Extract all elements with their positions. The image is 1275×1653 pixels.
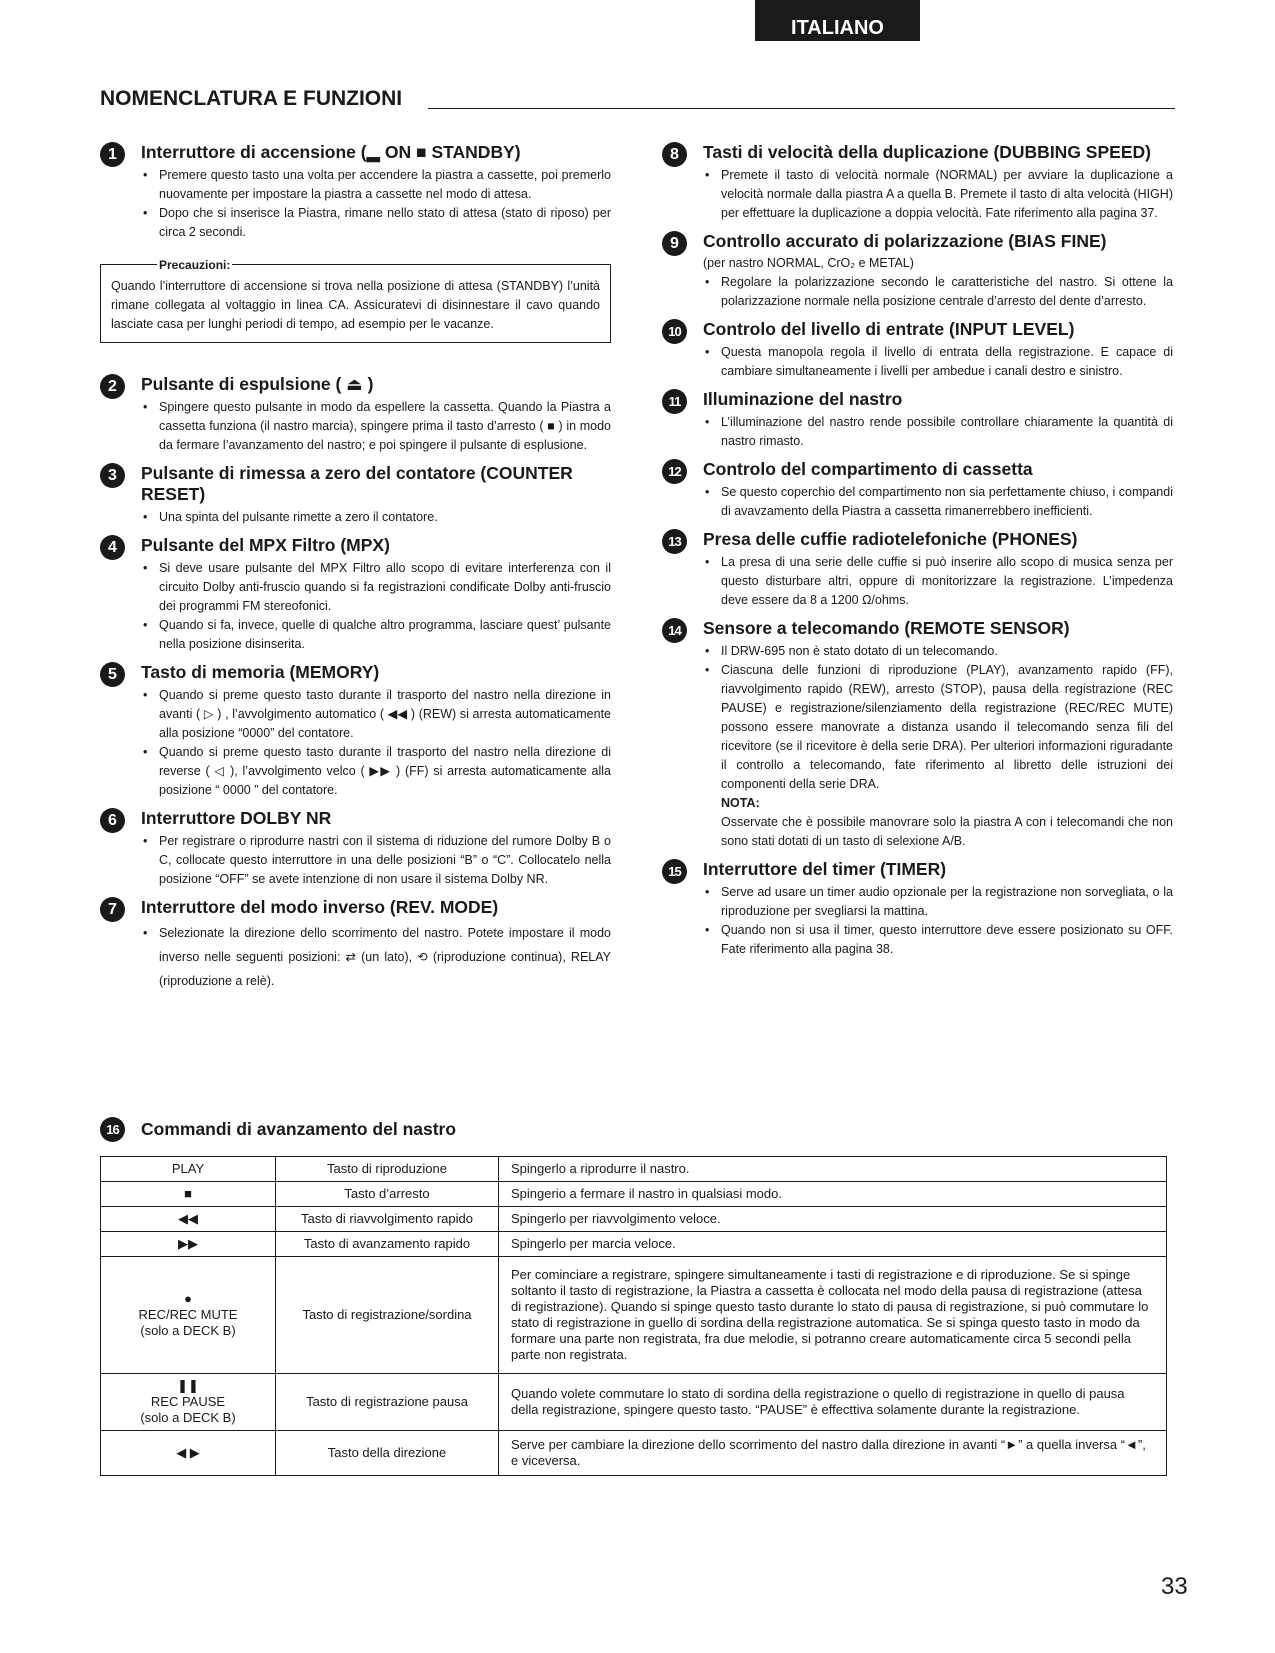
item-heading: Tasti di velocità della duplicazione (DUBBING SPEED) [703,142,1151,162]
item-3 [100,463,611,527]
table-row [101,1157,1167,1182]
bullet: • Questa manopola regola il livello di entrata della registrazione. E capace di cambiare simultaneamente i livelli per ambedue i canali destro e sinistro. [703,343,1173,381]
item-heading: Interruttore del timer (TIMER) [703,859,947,879]
table-cell-desc: Spingerlo a riprodurre il nastro. [499,1157,1167,1182]
key-label: REC/REC MUTE [138,1307,238,1322]
page-number: 33 [1161,1573,1188,1600]
table-cell-desc: Serve per cambiare la direzione dello scorrimento del nastro dalla direzione in avanti “►” a quella inversa “◄”, e viceversa. [499,1431,1167,1476]
record-icon: ● [184,1291,192,1306]
transport-controls-table [100,1156,1167,1476]
item-13 [662,529,1173,610]
table-cell-name: Tasto della direzione [276,1431,499,1476]
bullet: • La presa di una serie delle cuffie si può inserire allo scopo di musica senza per questo disturbare altri, oppure di monitorizzare la registrazione. L’impedenza deve essere da 8 a 1200 Ω/ohms. [703,553,1173,610]
table-cell-key [101,1257,276,1374]
item-10 [662,319,1173,381]
table-cell-name: Tasto di avanzamento rapido [276,1232,499,1257]
item-number: 8 [662,142,687,167]
bullet: • Quando non si usa il timer, questo interruttore deve essere posizionato su OFF. Fate riferimento alla pagina 38. [703,921,1173,959]
item-number: 9 [662,231,687,256]
item-9 [662,231,1173,311]
item-8 [662,142,1173,223]
item-7 [100,897,611,993]
left-column [100,140,611,1001]
key-note: (solo a DECK B) [140,1323,236,1338]
table-cell-key [101,1374,276,1431]
item-11 [662,389,1173,451]
language-tab: ITALIANO [755,0,920,41]
table-cell-desc: Quando volete commutare lo stato di sordina della registrazione o quello di registrazione in quello di pausa della registrazione, spingere questo tasto. “PAUSE” è effecttiva solamente durante la registrazione. [499,1374,1167,1431]
item-number: 6 [100,808,125,833]
bullet: • Premere questo tasto una volta per accendere la piastra a cassette, poi premerlo nuovamente per impostare la piastra a cassette nel modo di attesa. [141,166,611,204]
item-15 [662,859,1173,959]
bullet: • Ciascuna delle funzioni di riproduzione (PLAY), avanzamento rapido (FF), riavvolgimento rapido (REW), arresto (STOP), pausa della registrazione (REC PAUSE) e registrazione/silenziamento della registrazione (REC/REC MUTE) possono essere manovrate a distanza usando il telecomando senza fili del ricevitore (se il ricevitore è della serie DRA). Per ulteriori informazioni riguradante il controllo a telecomando, fate riferimento al libretto delle istruzioni dei componenti della serie DRA. [703,661,1173,794]
item-subtitle: (per nastro NORMAL, CrO₂ e METAL) [703,256,914,270]
table-cell-desc: Spingerlo per riavvolgimento veloce. [499,1207,1167,1232]
table-row [101,1431,1167,1476]
table-cell-desc: Spingerlo per marcia veloce. [499,1232,1167,1257]
bullet: • Quando si fa, invece, quelle di qualche altro programma, lasciare quest’ pulsante nella posizione disinserita. [141,616,611,654]
item-heading: Controlo del livello di entrate (INPUT LEVEL) [703,319,1075,339]
item-heading: Controlo del compartimento di cassetta [703,459,1033,479]
item-heading: Pulsante di espulsione ( ⏏ ) [141,374,374,394]
bullet: • Per registrare o riprodurre nastri con il sistema di riduzione del rumore Dolby B o C, collocate questo interruttore in una delle posizioni “B” o “C”. Collocatelo nella posizione “OFF” se avete intenzione di non usare il sistema Dolby NR. [141,832,611,889]
item-heading: Illuminazione del nastro [703,389,903,409]
item-number: 5 [100,662,125,687]
table-cell-key: ▶▶ [101,1232,276,1257]
table-cell-key: ■ [101,1182,276,1207]
item-heading: Tasto di memoria (MEMORY) [141,662,380,682]
table-row [101,1182,1167,1207]
bullet: • Dopo che si inserisce la Piastra, rimane nello stato di attesa (stato di riposo) per circa 2 secondi. [141,204,611,242]
table-cell-name: Tasto d’arresto [276,1182,499,1207]
item-4 [100,535,611,654]
table-row [101,1232,1167,1257]
item-number: 13 [662,529,687,554]
item-number: 2 [100,374,125,399]
bullet: • Quando si preme questo tasto durante il trasporto del nastro nella direzione di reverse ( ◁ ), l’avvolgimento velco ( ▶▶ ) (FF) si arresta automaticamente alla posizione “ 0000 ” del contatore. [141,743,611,800]
table-cell-key: PLAY [101,1157,276,1182]
bullet: • Premete il tasto di velocità normale (NORMAL) per avviare la duplicazione a velocità normale dalla piastra A a quella B. Premete il tasto di alta velocità (HIGH) per effettuare la duplicazione a doppia velocità. Fate riferimento alla pagina 37. [703,166,1173,223]
item-heading: Interruttore del modo inverso (REV. MODE) [141,897,499,917]
table-row [101,1257,1167,1374]
bullet: • L’illuminazione del nastro rende possibile controllare chiaramente la quantità di nastro rimasto. [703,413,1173,451]
table-cell-name: Tasto di registrazione pausa [276,1374,499,1431]
bullet: • Il DRW-695 non è stato dotato di un telecomando. [703,642,1173,661]
title-rule [428,108,1175,109]
item-2 [100,374,611,455]
bullet: • Quando si preme questo tasto durante il trasporto del nastro nella direzione in avanti ( ▷ ) , l’avvolgimento automatico ( ◀◀ ) (REW) si arresta automaticamente alla posizione “0000” del contatore. [141,686,611,743]
item-number: 12 [662,459,687,484]
caution-box [100,258,611,343]
note-text: Osservate che è possibile manovrare solo la piastra A con i telecomandi che non sono stati dotati di un tasto di selexione A/B. [721,815,1173,848]
key-note: (solo a DECK B) [140,1410,236,1425]
item-heading: Controllo accurato di polarizzazione (BIAS FINE) [703,231,1107,251]
table-cell-name: Tasto di riproduzione [276,1157,499,1182]
table-cell-desc: Spingerio a fermare il nastro in qualsiasi modo. [499,1182,1167,1207]
table-cell-name: Tasto di riavvolgimento rapido [276,1207,499,1232]
item-number: 14 [662,618,687,643]
item-1 [100,142,611,242]
table-cell-desc: Per cominciare a registrare, spingere simultaneamente i tasti di registrazione e di riproduzione. Se si spinge soltanto il tasto di registrazione, la Piastra a cassetta è collocata nel modo della pausa di registrazione (attesa di registrazione). Quando si spinge questo tasto durante lo stato di pausa di registrazione, si può commutare lo stato di registrazione in guello di sordina della registrazione automatica. Se si spinga questo tasto in modo da formare una parte non registrata, fra due melodie, si potranno creare automaticamente circa 5 secondi pella parte non registrata. [499,1257,1167,1374]
bullet: • Una spinta del pulsante rimette a zero il contatore. [141,508,611,527]
item-heading: Sensore a telecomando (REMOTE SENSOR) [703,618,1070,638]
bullet: • Regolare la polarizzazione secondo le caratteristiche del nastro. Si ottene la polarizzazione normale nella posizione centrale d’arresto del dente d’arresto. [703,273,1173,311]
table-row [101,1207,1167,1232]
item-number: 16 [100,1117,125,1142]
caution-text: Quando l’interruttore di accensione si trova nella posizione di attesa (STANDBY) l’unità rimane collegata al voltaggio in linea CA. Assicuratevi di disinnestare il cavo quando lasciate casa per lunghi periodi di tempo, ad esempio per le vacanze. [111,279,600,331]
item-heading: Interruttore DOLBY NR [141,808,332,828]
note-label: NOTA: [721,796,760,810]
item-number: 7 [100,897,125,922]
item-number: 4 [100,535,125,560]
item-6 [100,808,611,889]
item-number: 15 [662,859,687,884]
pause-icon: ❚❚ [177,1378,199,1393]
key-label: REC PAUSE [150,1394,226,1409]
section-heading: Commandi di avanzamento del nastro [141,1119,457,1139]
item-number: 10 [662,319,687,344]
bullet: • Si deve usare pulsante del MPX Filtro allo scopo di evitare interferenza con il circuito Dolby anti-fruscio quando si fa registrazioni condificate Dolby anti-fruscio dei programmi FM stereofonici. [141,559,611,616]
bullet: • Selezionate la direzione dello scorrimento del nastro. Potete impostare il modo inverso nelle seguenti posizioni: ⇄ (un lato), ⟲ (riproduzione continua), RELAY (riproduzione a relè). [141,921,611,993]
item-number: 11 [662,389,687,414]
item-12 [662,459,1173,521]
table-cell-key: ◀ ▶ [101,1431,276,1476]
page-title: NOMENCLATURA E FUNZIONI [100,87,403,110]
item-number: 1 [100,142,125,167]
bullet: • Spingere questo pulsante in modo da espellere la cassetta. Quando la Piastra a cassetta funziona (il nastro marcia), spingere prima il tasto d’arresto ( ■ ) in modo da fermare l’avanzamento del nastro; e poi spingere il pulsante di esplusione. [141,398,611,455]
right-column [662,140,1173,967]
item-number: 3 [100,463,125,488]
table-cell-name: Tasto di registrazione/sordina [276,1257,499,1374]
item-heading: Pulsante di rimessa a zero del contatore (COUNTER RESET) [141,463,573,504]
item-14 [662,618,1173,851]
bullet: • Se questo coperchio del compartimento non sia perfettamente chiuso, i compandi di avavzamento della Piastra a cassetta rimanerrebbero inefficienti. [703,483,1173,521]
bullet: • Serve ad usare un timer audio opzionale per la registrazione non sorvegliata, o la riproduzione per svegliarsi la mattina. [703,883,1173,921]
table-cell-key: ◀◀ [101,1207,276,1232]
item-heading: Presa delle cuffie radiotelefoniche (PHONES) [703,529,1078,549]
item-heading: Pulsante del MPX Filtro (MPX) [141,535,390,555]
caution-label: Precauzioni: [157,256,232,275]
table-row [101,1374,1167,1431]
item-5 [100,662,611,800]
section-16 [100,1117,456,1143]
item-heading: Interruttore di accensione (▂ ON ■ STANDBY) [141,142,521,162]
note [703,794,1173,851]
